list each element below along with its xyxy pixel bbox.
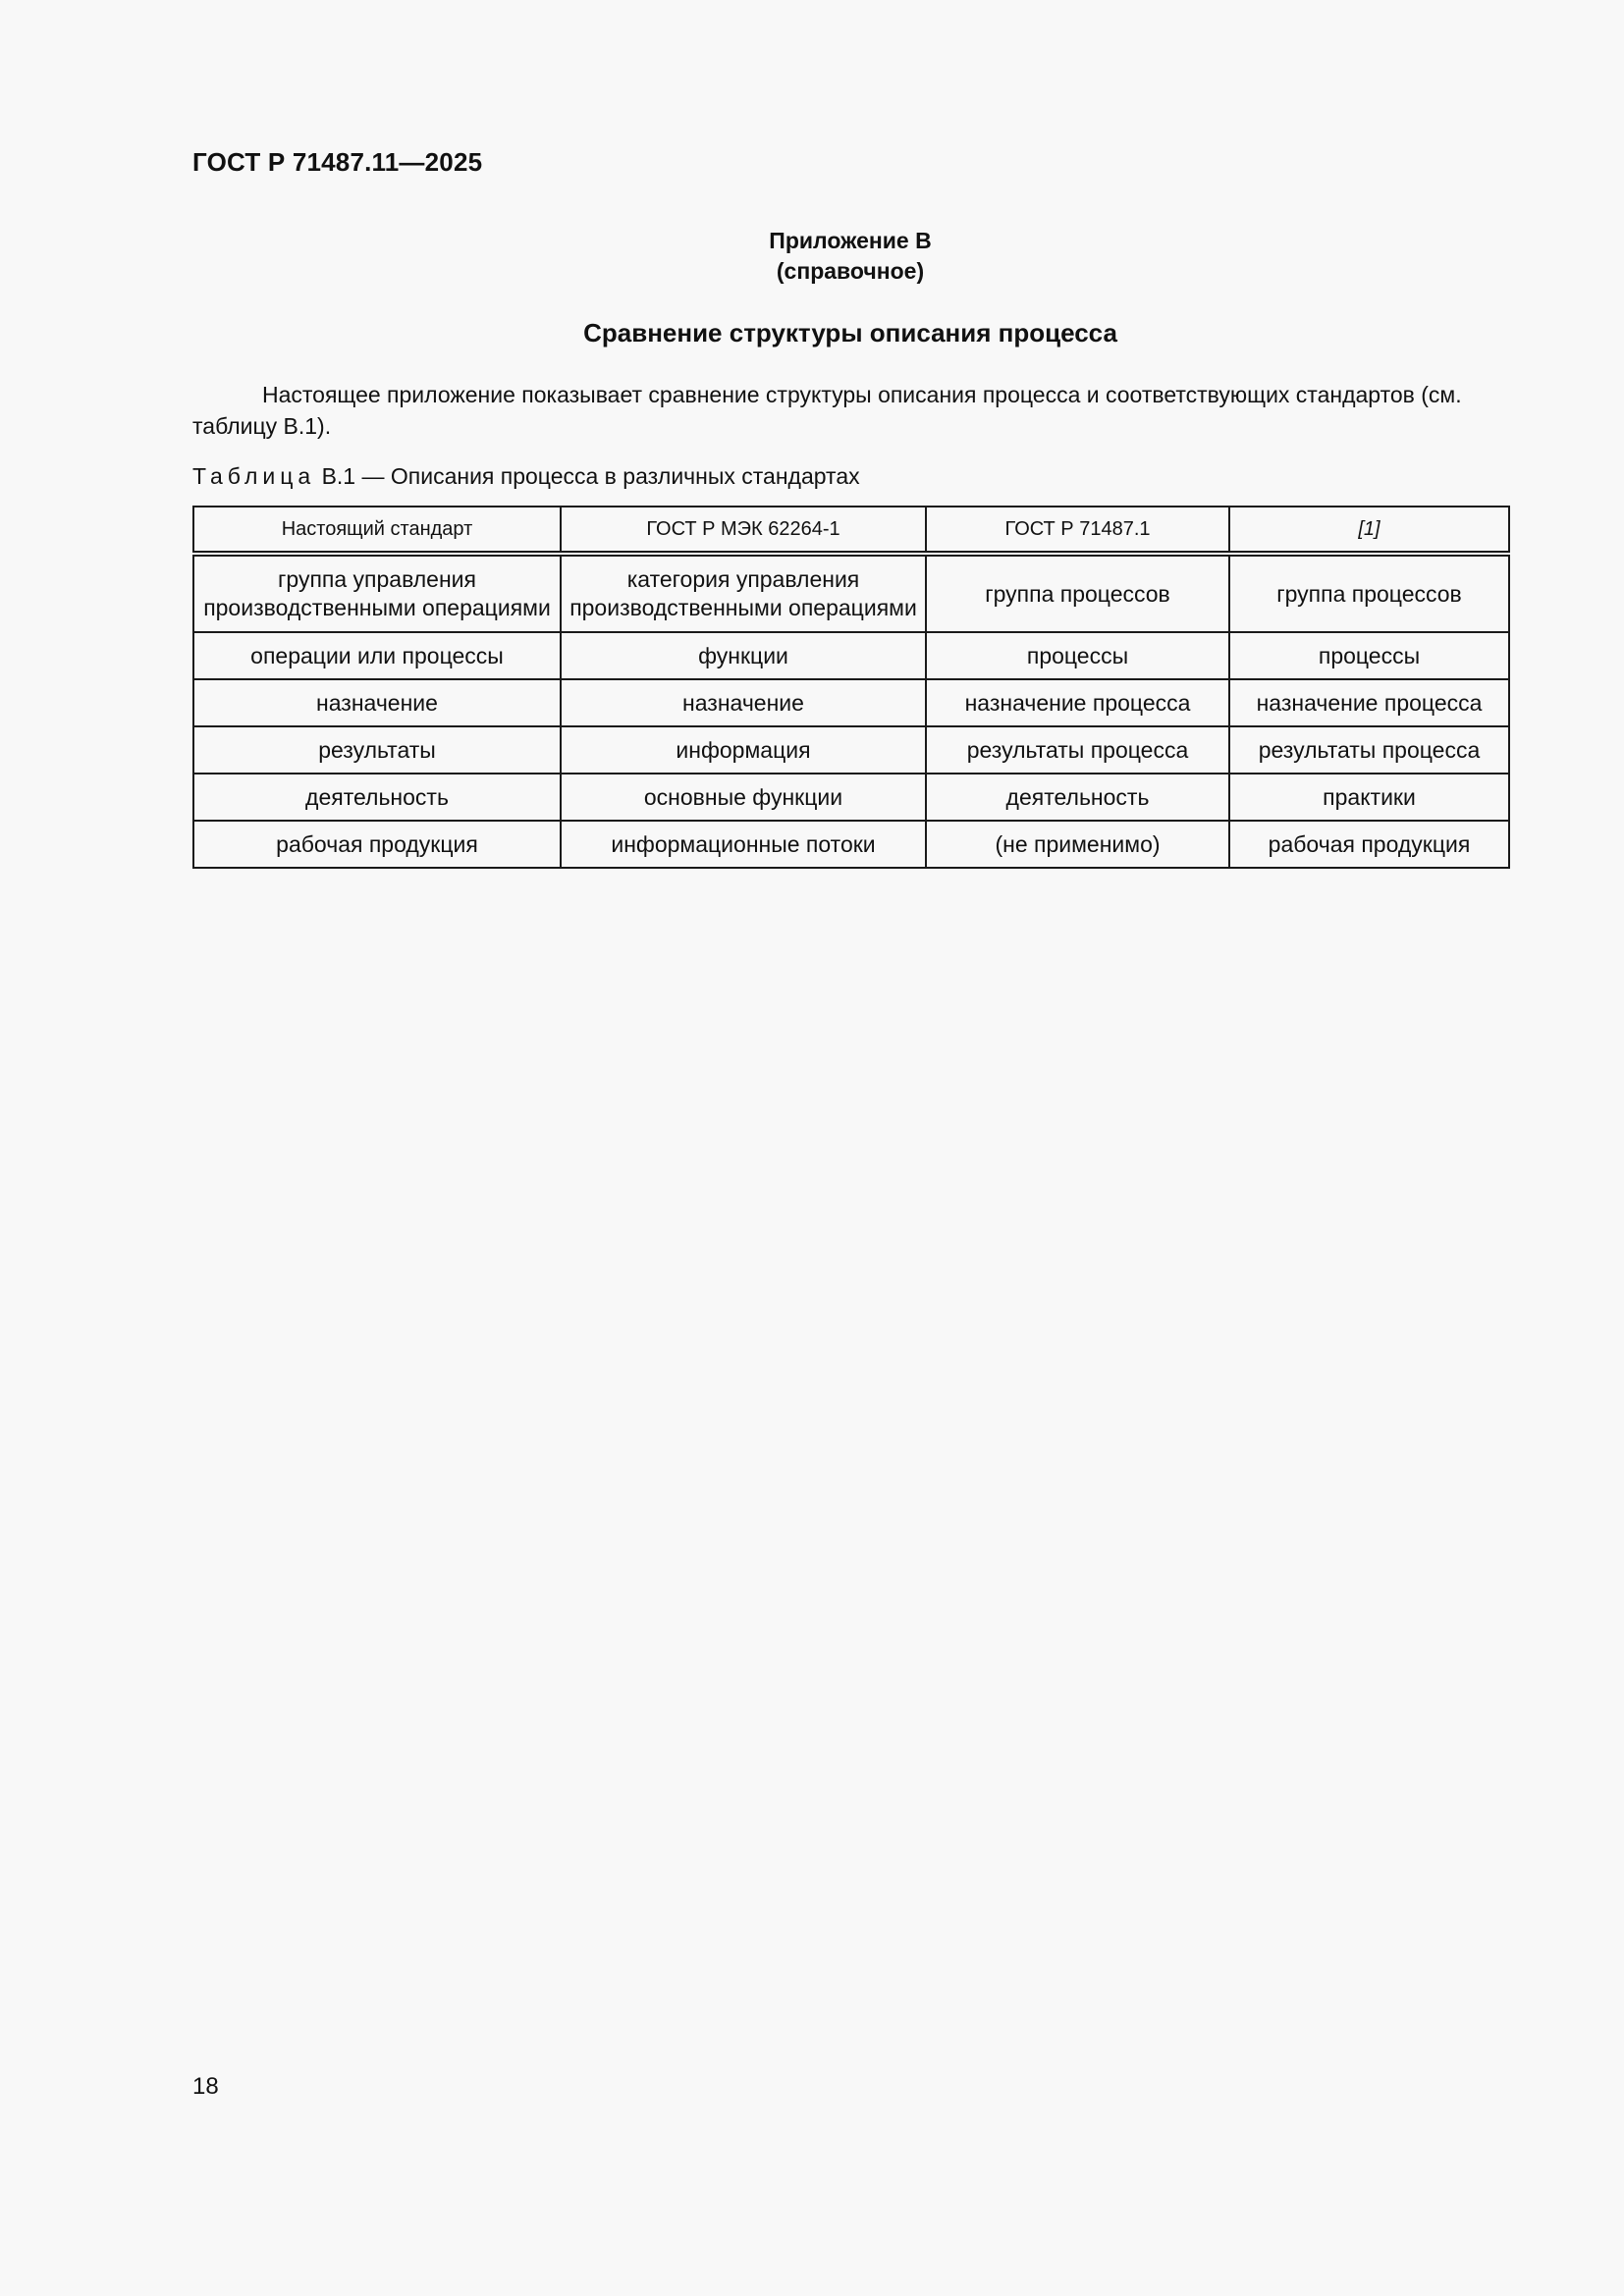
table-cell: (не применимо) <box>926 821 1229 868</box>
table-cell: основные функции <box>561 774 926 821</box>
table-row <box>193 726 1509 774</box>
table-cell: результаты процесса <box>926 726 1229 774</box>
page-number: 18 <box>192 2073 219 2100</box>
table-cell: группа управления производственными операциями <box>193 554 561 632</box>
table-row <box>193 774 1509 821</box>
appendix-title: Приложение В <box>769 228 932 253</box>
table-cell: назначение процесса <box>926 679 1229 726</box>
table-cell: рабочая продукция <box>193 821 561 868</box>
intro-paragraph: Настоящее приложение показывает сравнение структуры описания процесса и соответствующих стандартов (см. таблицу В.1). <box>192 382 1462 439</box>
table-header-cell: Настоящий стандарт <box>193 507 561 554</box>
table-cell: процессы <box>1229 632 1509 679</box>
table-header-row <box>193 507 1509 554</box>
table-cell: информация <box>561 726 926 774</box>
table-cell: рабочая продукция <box>1229 821 1509 868</box>
document-code: ГОСТ Р 71487.11—2025 <box>192 147 483 177</box>
table-cell: информационные потоки <box>561 821 926 868</box>
table-cell: результаты процесса <box>1229 726 1509 774</box>
table-cell: операции или процессы <box>193 632 561 679</box>
table-row <box>193 679 1509 726</box>
table-cell: результаты <box>193 726 561 774</box>
table-caption-prefix: Таблица <box>192 463 316 489</box>
table-header-cell: ГОСТ Р 71487.1 <box>926 507 1229 554</box>
table-header-cell: [1] <box>1229 507 1509 554</box>
table-cell: практики <box>1229 774 1509 821</box>
table-cell: группа процессов <box>1229 554 1509 632</box>
table-cell: деятельность <box>193 774 561 821</box>
appendix-heading <box>0 226 1624 287</box>
table-cell: назначение процесса <box>1229 679 1509 726</box>
table-row <box>193 821 1509 868</box>
table-cell: группа процессов <box>926 554 1229 632</box>
table-cell: назначение <box>193 679 561 726</box>
table-cell: деятельность <box>926 774 1229 821</box>
appendix-subtitle: (справочное) <box>776 258 925 284</box>
comparison-table <box>192 506 1510 869</box>
table-caption <box>192 463 860 490</box>
table-cell: процессы <box>926 632 1229 679</box>
table-row <box>193 554 1509 632</box>
table-cell: функции <box>561 632 926 679</box>
table-caption-text: В.1 — Описания процесса в различных стандартах <box>321 463 860 489</box>
table-row <box>193 632 1509 679</box>
table-header-cell: ГОСТ Р МЭК 62264-1 <box>561 507 926 554</box>
table-cell: назначение <box>561 679 926 726</box>
table-cell: категория управления производственными операциями <box>561 554 926 632</box>
section-title: Сравнение структуры описания процесса <box>583 318 1117 347</box>
